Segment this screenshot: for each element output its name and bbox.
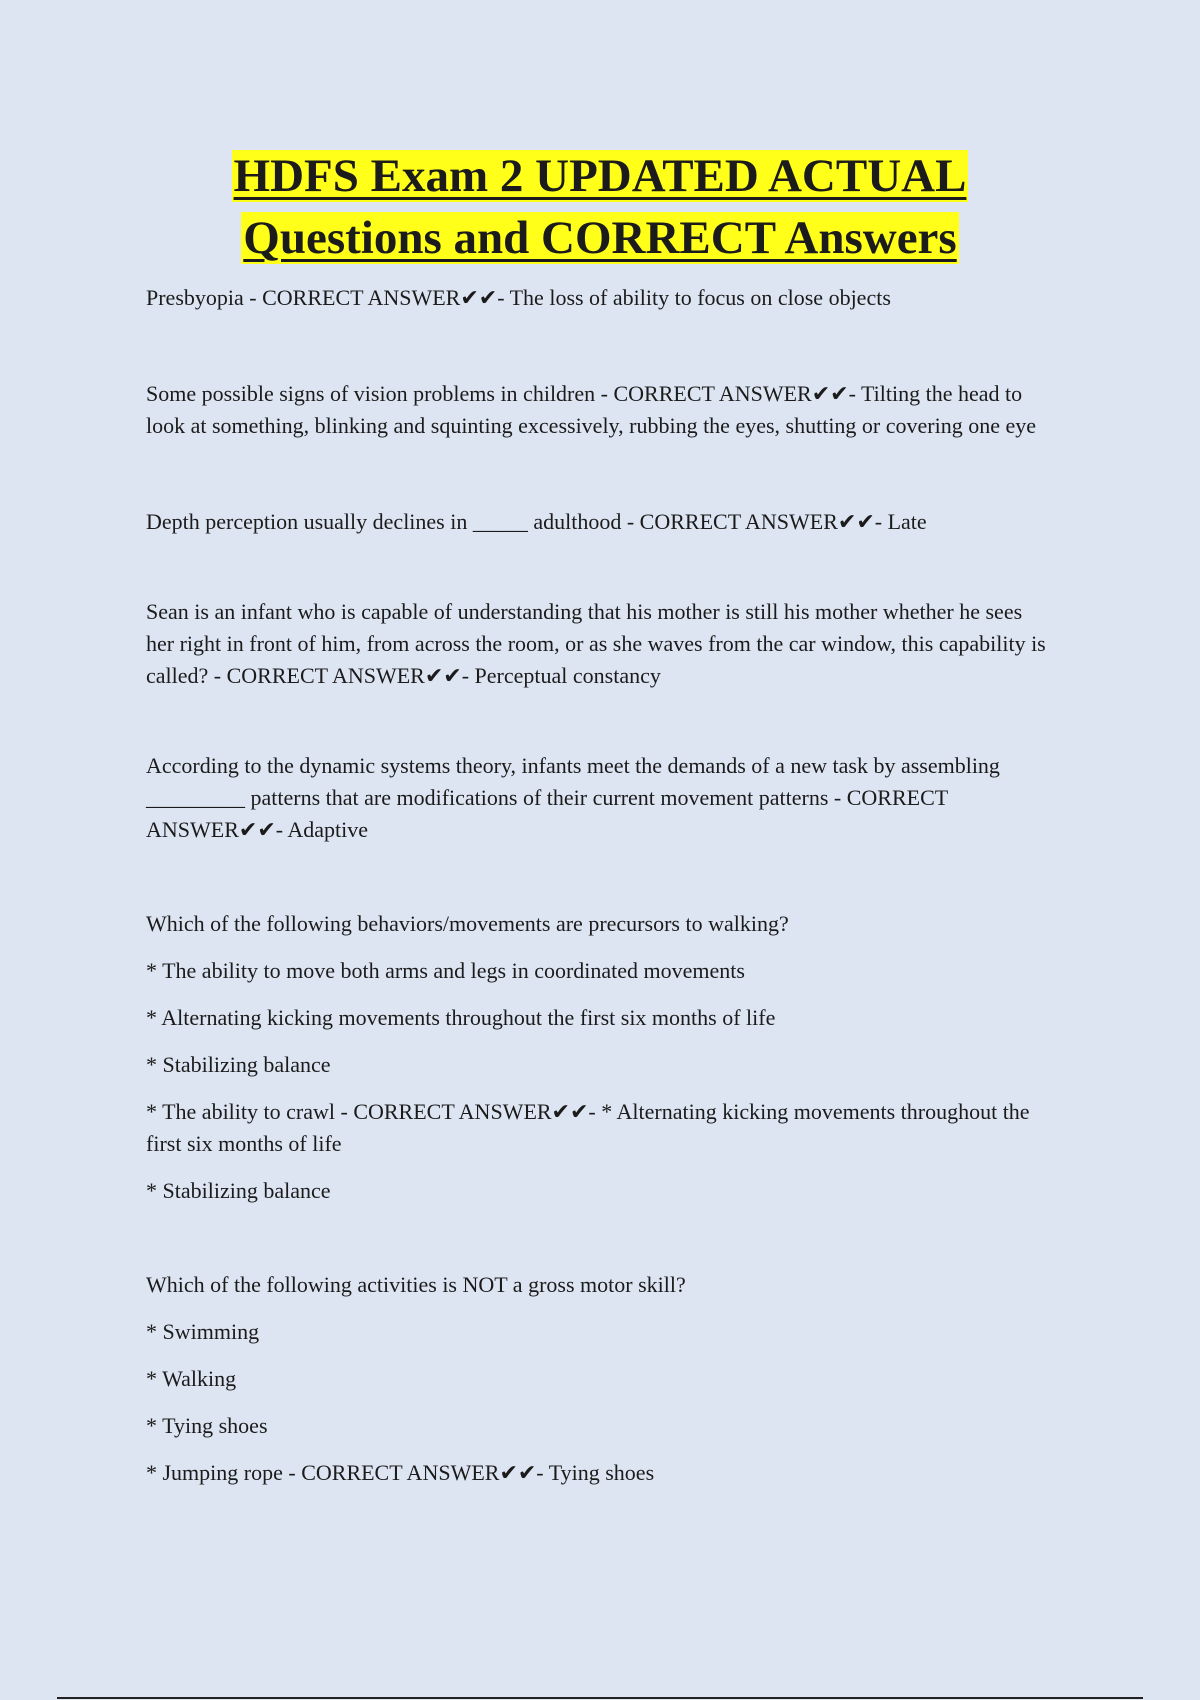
qa-item-vision-signs: Some possible signs of vision problems in children - CORRECT ANSWER✔✔- Tilting the head to look at something, blinking and squinting excessively, rubbing the eyes, shutting or covering one eye: [146, 381, 1037, 438]
list-item: * Walking: [146, 1366, 237, 1391]
document-title: [0, 145, 1200, 269]
qa-item-gross-motor: [146, 1269, 1046, 1489]
qa-item-walking-precursors: [146, 908, 1046, 1207]
question-text: Which of the following behaviors/movements are precursors to walking?: [146, 911, 789, 936]
title-line-1: HDFS Exam 2 UPDATED ACTUAL: [233, 150, 967, 202]
list-item: * Jumping rope - CORRECT ANSWER✔✔- Tying shoes: [146, 1460, 655, 1485]
list-item: * Stabilizing balance: [146, 1052, 331, 1077]
qa-item-presbyopia: Presbyopia - CORRECT ANSWER✔✔- The loss of ability to focus on close objects: [146, 285, 891, 310]
list-item: * Alternating kicking movements throughout the first six months of life: [146, 1005, 776, 1030]
qa-content: [146, 282, 1046, 1489]
qa-item-depth-perception: Depth perception usually declines in _____ adulthood - CORRECT ANSWER✔✔- Late: [146, 509, 927, 534]
page-bottom-rule: [57, 1697, 1143, 1699]
question-text: Which of the following activities is NOT a gross motor skill?: [146, 1272, 686, 1297]
list-item: * The ability to crawl - CORRECT ANSWER✔✔- * Alternating kicking movements throughout the first six months of life: [146, 1099, 1030, 1156]
list-item: * Tying shoes: [146, 1413, 268, 1438]
list-item: * Stabilizing balance: [146, 1178, 331, 1203]
qa-item-dynamic-systems: According to the dynamic systems theory, infants meet the demands of a new task by assembling _________ patterns that are modifications of their current movement patterns - CORRECT ANSWER✔✔- Adaptive: [146, 753, 1000, 842]
list-item: * The ability to move both arms and legs in coordinated movements: [146, 958, 745, 983]
title-line-2: Questions and CORRECT Answers: [243, 212, 957, 264]
list-item: * Swimming: [146, 1319, 260, 1344]
qa-item-perceptual-constancy: Sean is an infant who is capable of understanding that his mother is still his mother whether he sees her right in front of him, from across the room, or as she waves from the car window, this capability is called? - CORRECT ANSWER✔✔- Perceptual constancy: [146, 599, 1046, 688]
